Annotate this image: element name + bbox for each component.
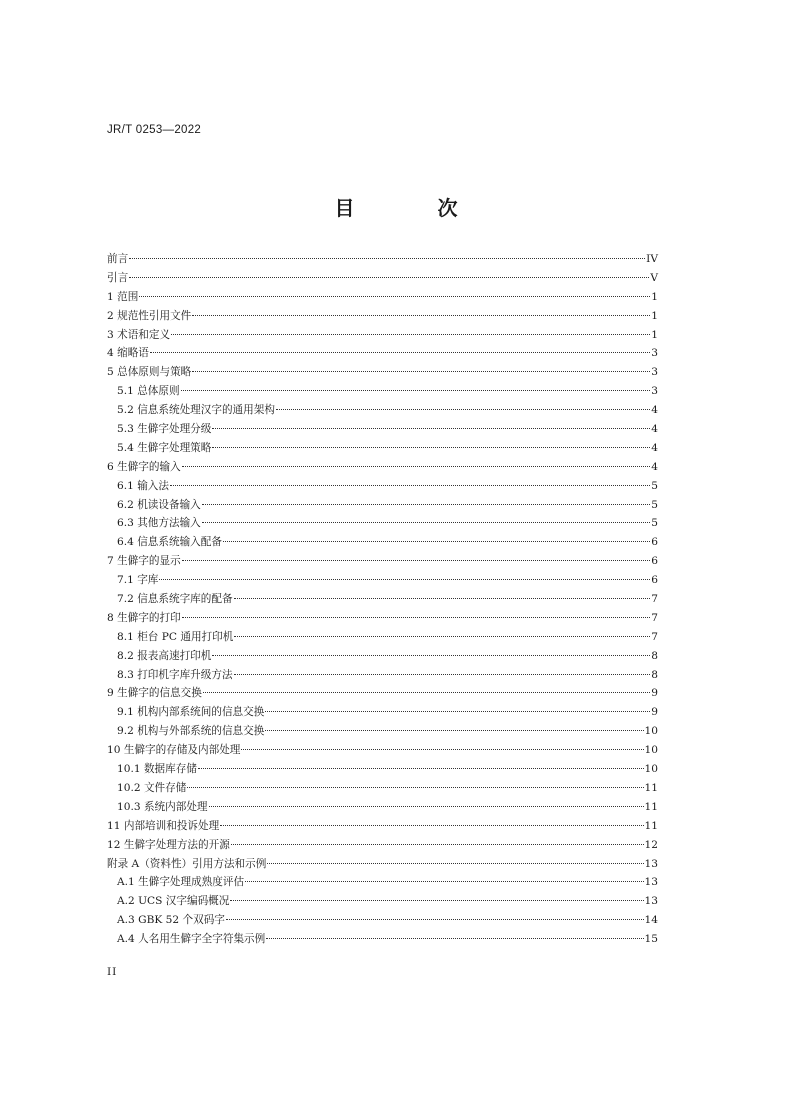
toc-entry[interactable] bbox=[107, 704, 658, 723]
toc-entry[interactable] bbox=[107, 327, 658, 346]
toc-dot-leader bbox=[212, 428, 650, 429]
toc-entry-label: 10.2 文件存储 bbox=[117, 781, 187, 794]
toc-entry[interactable] bbox=[107, 364, 658, 383]
toc-entry-page: 12 bbox=[644, 838, 658, 851]
toc-entry-page: 9 bbox=[651, 706, 658, 719]
toc-entry-label: 6.4 信息系统输入配备 bbox=[117, 536, 222, 549]
toc-entry-label: 10 生僻字的存储及内部处理 bbox=[107, 744, 241, 757]
toc-entry-label: 5 总体原则与策略 bbox=[107, 366, 192, 379]
toc-entry-page: 1 bbox=[651, 328, 658, 341]
toc-entry-page: 7 bbox=[651, 611, 658, 624]
toc-entry[interactable] bbox=[107, 856, 658, 875]
toc-dot-leader bbox=[226, 919, 644, 920]
toc-entry-page: 5 bbox=[651, 517, 658, 530]
toc-entry-label: 引言 bbox=[107, 271, 129, 284]
toc-entry[interactable] bbox=[107, 497, 658, 516]
toc-entry-page: 14 bbox=[644, 914, 658, 927]
toc-entry-label: 1 范围 bbox=[107, 290, 139, 303]
toc-dot-leader bbox=[181, 390, 651, 391]
toc-entry[interactable] bbox=[107, 251, 658, 270]
toc-dot-leader bbox=[212, 655, 650, 656]
toc-entry[interactable] bbox=[107, 780, 658, 799]
toc-entry[interactable] bbox=[107, 308, 658, 327]
toc-dot-leader bbox=[265, 730, 643, 731]
toc-entry-page: 6 bbox=[651, 536, 658, 549]
toc-entry-page: 15 bbox=[644, 933, 658, 946]
toc-dot-leader bbox=[192, 315, 650, 316]
toc-entry[interactable] bbox=[107, 912, 658, 931]
toc-entry[interactable] bbox=[107, 610, 658, 629]
toc-entry-page: 3 bbox=[651, 366, 658, 379]
toc-entry[interactable] bbox=[107, 742, 658, 761]
toc-entry[interactable] bbox=[107, 629, 658, 648]
toc-entry[interactable] bbox=[107, 421, 658, 440]
toc-entry-page: 8 bbox=[651, 668, 658, 681]
toc-entry-page: 6 bbox=[651, 574, 658, 587]
toc-entry[interactable] bbox=[107, 931, 658, 950]
toc-entry-page: 3 bbox=[651, 385, 658, 398]
toc-entry-label: 9.1 机构内部系统间的信息交换 bbox=[117, 706, 265, 719]
toc-entry-label: 2 规范性引用文件 bbox=[107, 309, 192, 322]
toc-dot-leader bbox=[187, 787, 643, 788]
toc-entry-page: 4 bbox=[651, 423, 658, 436]
toc-entry-label: 8.1 柜台 PC 通用打印机 bbox=[117, 630, 234, 643]
toc-entry-label: A.2 UCS 汉字编码概况 bbox=[117, 895, 230, 908]
toc-dot-leader bbox=[223, 541, 650, 542]
toc-entry-page: 13 bbox=[644, 895, 658, 908]
page-number: II bbox=[107, 966, 118, 978]
toc-entry-page: 4 bbox=[651, 460, 658, 473]
page-title: 目 次 bbox=[334, 196, 496, 220]
toc-entry[interactable] bbox=[107, 572, 658, 591]
toc-entry[interactable] bbox=[107, 553, 658, 572]
toc-dot-leader bbox=[234, 636, 650, 637]
toc-dot-leader bbox=[265, 711, 650, 712]
toc-entry[interactable] bbox=[107, 289, 658, 308]
toc-dot-leader bbox=[159, 579, 650, 580]
toc-dot-leader bbox=[266, 938, 643, 939]
toc-entry-label: 8.2 报表高速打印机 bbox=[117, 649, 212, 662]
toc-entry-label: 7 生僻字的显示 bbox=[107, 555, 181, 568]
toc-entry-label: 10.3 系统内部处理 bbox=[117, 800, 208, 813]
toc-entry[interactable] bbox=[107, 270, 658, 289]
toc-dot-leader bbox=[234, 674, 651, 675]
toc-entry[interactable] bbox=[107, 723, 658, 742]
toc-entry[interactable] bbox=[107, 874, 658, 893]
toc-entry-page: 13 bbox=[644, 876, 658, 889]
toc-entry-label: A.3 GBK 52 个双码字 bbox=[117, 914, 225, 927]
toc-dot-leader bbox=[220, 825, 643, 826]
toc-entry-page: 11 bbox=[644, 781, 658, 794]
toc-dot-leader bbox=[182, 560, 651, 561]
toc-dot-leader bbox=[209, 806, 644, 807]
toc-entry-page: 3 bbox=[651, 347, 658, 360]
toc-dot-leader bbox=[234, 598, 651, 599]
toc-entry-label: 9.2 机构与外部系统的信息交换 bbox=[117, 725, 265, 738]
toc-entry-page: 10 bbox=[644, 725, 658, 738]
toc-entry-page: 10 bbox=[644, 744, 658, 757]
toc-dot-leader bbox=[182, 617, 651, 618]
toc-entry-label: A.4 人名用生僻字全字符集示例 bbox=[117, 933, 266, 946]
toc-entry[interactable] bbox=[107, 478, 658, 497]
toc-dot-leader bbox=[212, 447, 650, 448]
toc-dot-leader bbox=[150, 352, 650, 353]
toc-entry-page: 4 bbox=[651, 404, 658, 417]
toc-entry-page: 7 bbox=[651, 630, 658, 643]
toc-dot-leader bbox=[230, 900, 643, 901]
toc-entry-label: 8.3 打印机字库升级方法 bbox=[117, 668, 233, 681]
toc-entry-page: 11 bbox=[644, 819, 658, 832]
standard-code: JR/T 0253—2022 bbox=[107, 124, 202, 136]
toc-entry-page: 4 bbox=[651, 441, 658, 454]
toc-dot-leader bbox=[203, 692, 650, 693]
toc-entry-label: 4 缩略语 bbox=[107, 347, 149, 360]
toc-entry-label: 5.3 生僻字处理分级 bbox=[117, 423, 212, 436]
toc-entry[interactable] bbox=[107, 402, 658, 421]
toc-entry-page: 10 bbox=[644, 763, 658, 776]
toc-entry[interactable] bbox=[107, 799, 658, 818]
toc-dot-leader bbox=[198, 768, 644, 769]
toc-entry-label: 9 生僻字的信息交换 bbox=[107, 687, 202, 700]
toc-entry[interactable] bbox=[107, 515, 658, 534]
toc-entry-page: 7 bbox=[651, 593, 658, 606]
toc-dot-leader bbox=[182, 466, 651, 467]
toc-dot-leader bbox=[241, 749, 643, 750]
toc-entry[interactable] bbox=[107, 837, 658, 856]
toc-entry-page: 5 bbox=[651, 498, 658, 511]
toc-entry-label: 12 生僻字处理方法的开源 bbox=[107, 838, 230, 851]
toc-entry-label: 11 内部培训和投诉处理 bbox=[107, 819, 220, 832]
toc-entry[interactable] bbox=[107, 440, 658, 459]
toc-entry[interactable] bbox=[107, 893, 658, 912]
toc-entry-label: 7.2 信息系统字库的配备 bbox=[117, 593, 233, 606]
toc-dot-leader bbox=[267, 863, 643, 864]
toc-dot-leader bbox=[139, 296, 650, 297]
toc-entry-label: 6 生僻字的输入 bbox=[107, 460, 181, 473]
toc-dot-leader bbox=[276, 409, 650, 410]
toc-dot-leader bbox=[171, 334, 650, 335]
toc-entry[interactable] bbox=[107, 818, 658, 837]
toc-entry-label: 10.1 数据库存储 bbox=[117, 763, 197, 776]
toc-dot-leader bbox=[192, 371, 650, 372]
toc-entry-page: 1 bbox=[651, 309, 658, 322]
toc-entry-label: 5.1 总体原则 bbox=[117, 385, 180, 398]
toc-dot-leader bbox=[170, 485, 650, 486]
toc-entry-page: V bbox=[650, 271, 658, 284]
toc-entry-page: 11 bbox=[644, 800, 658, 813]
toc-entry[interactable] bbox=[107, 534, 658, 553]
toc-entry[interactable] bbox=[107, 685, 658, 704]
toc-entry-label: 3 术语和定义 bbox=[107, 328, 171, 341]
toc-entry-page: 8 bbox=[651, 649, 658, 662]
toc-entry-page: 9 bbox=[651, 687, 658, 700]
toc-entry-label: A.1 生僻字处理成熟度评估 bbox=[117, 876, 245, 889]
toc-entry-page: IV bbox=[646, 253, 658, 265]
toc-entry-label: 5.2 信息系统处理汉字的通用架构 bbox=[117, 404, 275, 417]
toc-entry-page: 1 bbox=[651, 290, 658, 303]
toc-entry-page: 6 bbox=[651, 555, 658, 568]
toc-entry-label: 6.1 输入法 bbox=[117, 479, 169, 492]
toc-entry[interactable] bbox=[107, 345, 658, 364]
toc-entry-label: 前言 bbox=[107, 253, 129, 265]
toc-entry-label: 6.2 机读设备输入 bbox=[117, 498, 201, 511]
toc-dot-leader bbox=[129, 258, 645, 259]
toc-entry[interactable] bbox=[107, 667, 658, 686]
toc-entry-label: 7.1 字库 bbox=[117, 574, 159, 587]
table-of-contents bbox=[107, 251, 658, 950]
toc-entry-label: 5.4 生僻字处理策略 bbox=[117, 441, 212, 454]
toc-entry-label: 6.3 其他方法输入 bbox=[117, 517, 201, 530]
toc-dot-leader bbox=[245, 881, 643, 882]
toc-entry-page: 13 bbox=[644, 857, 658, 870]
toc-entry[interactable] bbox=[107, 761, 658, 780]
toc-entry[interactable] bbox=[107, 591, 658, 610]
toc-dot-leader bbox=[202, 504, 650, 505]
toc-dot-leader bbox=[202, 522, 650, 523]
toc-dot-leader bbox=[129, 277, 649, 278]
toc-entry[interactable] bbox=[107, 383, 658, 402]
toc-entry-label: 8 生僻字的打印 bbox=[107, 611, 181, 624]
toc-dot-leader bbox=[231, 844, 644, 845]
toc-entry-label: 附录 A（资料性）引用方法和示例 bbox=[107, 857, 267, 870]
toc-entry[interactable] bbox=[107, 648, 658, 667]
toc-entry[interactable] bbox=[107, 459, 658, 478]
toc-entry-page: 5 bbox=[651, 479, 658, 492]
